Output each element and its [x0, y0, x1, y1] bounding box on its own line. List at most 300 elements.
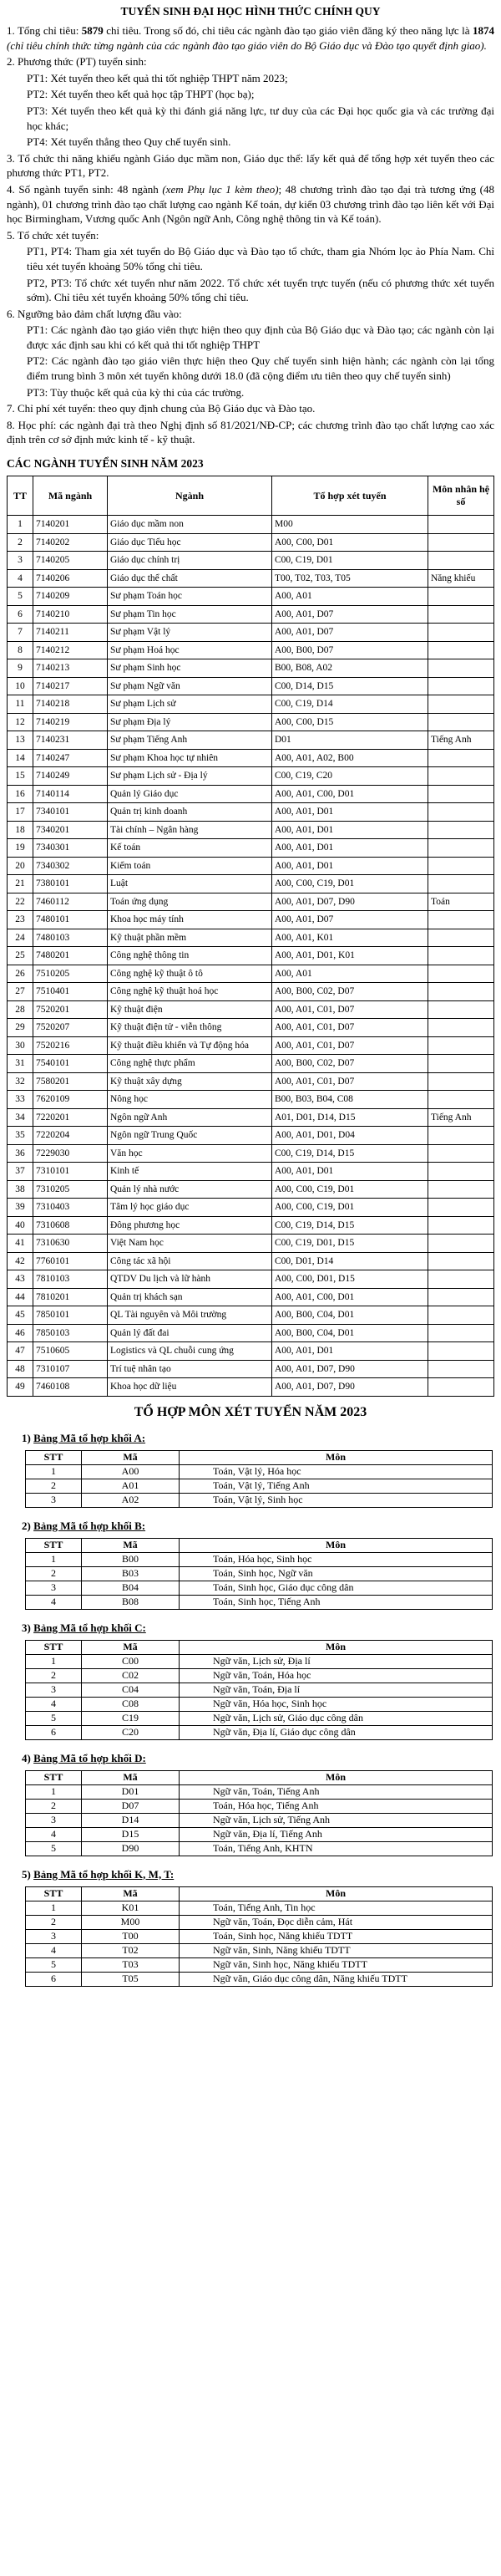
row-number: 1	[8, 516, 33, 534]
combo-subjects: Toán, Hóa học, Sinh học	[180, 1552, 493, 1566]
weighted-subject	[428, 713, 494, 731]
combo-subjects: Ngữ văn, Giáo dục công dân, Năng khiếu TDTT	[180, 1972, 493, 1986]
table-row	[8, 677, 494, 695]
combo-stt: 1	[26, 1784, 82, 1799]
major-code: 7220201	[33, 1108, 108, 1127]
major-code: 7220204	[33, 1127, 108, 1145]
row-number: 6	[8, 605, 33, 624]
weighted-subject	[428, 803, 494, 822]
combo-header-row	[26, 1450, 493, 1464]
major-name: Quản lý Giáo dục	[108, 785, 272, 803]
major-code: 7580201	[33, 1072, 108, 1091]
row-number: 2	[8, 533, 33, 552]
combo-subjects: Toán, Tiếng Anh, Tin học	[180, 1901, 493, 1915]
combo-row	[26, 1901, 493, 1915]
major-code: 7460108	[33, 1378, 108, 1397]
weighted-subject: Tiếng Anh	[428, 1108, 494, 1127]
row-number: 24	[8, 929, 33, 947]
weighted-subject: Tiếng Anh	[428, 731, 494, 750]
row-number: 34	[8, 1108, 33, 1127]
weighted-subject	[428, 677, 494, 695]
combo-subjects: Ngữ văn, Lịch sử, Giáo dục công dân	[180, 1711, 493, 1725]
combo-subjects: Toán, Sinh học, Tiếng Anh	[180, 1595, 493, 1609]
combo-col-header: Môn	[180, 1886, 493, 1901]
weighted-subject	[428, 1180, 494, 1199]
subject-combos: A00, A01, D01	[272, 821, 428, 839]
subject-combos: A00, A01, K01	[272, 929, 428, 947]
intro-aptitude: 3. Tổ chức thi năng khiếu ngành Giáo dục mầm non, Giáo dục thể: lấy kết quả để tổng hợp xét tuyển theo các phương thức PT1, PT2.	[7, 151, 494, 180]
table-row	[8, 785, 494, 803]
combo-label-text: Bảng Mã tổ hợp khối A:	[33, 1431, 146, 1444]
major-code: 7310608	[33, 1216, 108, 1235]
major-name: Sư phạm Lịch sử - Địa lý	[108, 767, 272, 786]
table-row	[8, 1288, 494, 1306]
combo-col-header: Mã	[82, 1538, 180, 1552]
major-code: 7140211	[33, 624, 108, 642]
row-number: 47	[8, 1342, 33, 1361]
table-row	[8, 1235, 494, 1253]
major-code: 7140206	[33, 569, 108, 588]
row-number: 26	[8, 965, 33, 983]
table-row	[8, 1127, 494, 1145]
subject-combos: A00, A01, C01, D07	[272, 1072, 428, 1091]
major-code: 7540101	[33, 1055, 108, 1073]
combo-subjects: Ngữ văn, Toán, Tiếng Anh	[180, 1784, 493, 1799]
table-row	[8, 659, 494, 678]
row-number: 27	[8, 983, 33, 1001]
major-code: 7310403	[33, 1199, 108, 1217]
table-row	[8, 1199, 494, 1217]
combo-row	[26, 1943, 493, 1957]
combo-row	[26, 1813, 493, 1827]
subject-combos: A00, A01, C01, D07	[272, 1000, 428, 1019]
major-name: Công nghệ thực phẩm	[108, 1055, 272, 1073]
section-title: CÁC NGÀNH TUYỂN SINH NĂM 2023	[7, 457, 204, 471]
table-row	[8, 1252, 494, 1270]
combo-subjects: Toán, Sinh học, Giáo dục công dân	[180, 1581, 493, 1595]
row-number: 45	[8, 1306, 33, 1325]
threshold-c: PT3: Tùy thuộc kết quả của kỳ thi của các trường.	[27, 385, 245, 399]
major-code: 7140205	[33, 552, 108, 570]
combo-stt: 1	[26, 1464, 82, 1479]
table-row	[8, 569, 494, 588]
major-code: 7620109	[33, 1091, 108, 1109]
weighted-subject	[428, 533, 494, 552]
row-number: 31	[8, 1055, 33, 1073]
weighted-subject	[428, 1216, 494, 1235]
row-number: 17	[8, 803, 33, 822]
text: 1. Tổng chỉ tiêu:	[7, 24, 82, 37]
combo-stt: 3	[26, 1683, 82, 1697]
row-number: 30	[8, 1036, 33, 1055]
threshold-b: PT2: Các ngành đào tạo giáo viên thực hiện theo Quy chế tuyển sinh hiện hành; các ngành còn lại tổng điểm trung bình 3 môn xét tuyển không dưới 18.0 (đã cộng điểm ưu tiên theo quy chế tuyển sinh)	[27, 354, 494, 383]
major-name: Khoa học dữ liệu	[108, 1378, 272, 1397]
subject-combos: A00, A01, D07, D90	[272, 1360, 428, 1378]
combo-table	[25, 1640, 493, 1740]
combo-subjects: Ngữ văn, Lịch sử, Tiếng Anh	[180, 1813, 493, 1827]
intro-majors	[7, 182, 494, 227]
combo-subjects: Ngữ văn, Địa lí, Giáo dục công dân	[180, 1725, 493, 1739]
major-name: QTDV Du lịch và lữ hành	[108, 1270, 272, 1289]
table-row	[8, 947, 494, 965]
row-number: 49	[8, 1378, 33, 1397]
weighted-subject	[428, 1091, 494, 1109]
table-row	[8, 624, 494, 642]
subject-combos: C00, C19, D01	[272, 552, 428, 570]
intro-methods: 2. Phương thức (PT) tuyển sinh:	[7, 55, 147, 69]
note-text: (xem Phụ lục 1 kèm theo)	[162, 182, 279, 196]
major-code: 7510401	[33, 983, 108, 1001]
major-code: 7140247	[33, 749, 108, 767]
combo-stt: 2	[26, 1799, 82, 1813]
combo-col-header: Môn	[180, 1770, 493, 1784]
intro-total	[7, 23, 494, 53]
major-name: Giáo dục mầm non	[108, 516, 272, 534]
major-name: Ngôn ngữ Anh	[108, 1108, 272, 1127]
combo-code: C04	[82, 1683, 180, 1697]
major-name: Giáo dục thể chất	[108, 569, 272, 588]
combo-row	[26, 1683, 493, 1697]
subject-combos: B00, B03, B04, C08	[272, 1091, 428, 1109]
weighted-subject	[428, 875, 494, 893]
major-code: 7460112	[33, 893, 108, 911]
subject-combos: C00, C19, D01, D15	[272, 1235, 428, 1253]
intro-organize: 5. Tổ chức xét tuyển:	[7, 228, 99, 242]
col-header: Mã ngành	[33, 476, 108, 516]
table-row	[8, 1378, 494, 1397]
major-code: 7140218	[33, 695, 108, 714]
combo-code: T02	[82, 1943, 180, 1957]
combo-stt: 5	[26, 1841, 82, 1856]
weighted-subject	[428, 1163, 494, 1181]
table-row	[8, 1163, 494, 1181]
combo-table	[25, 1770, 493, 1856]
combo-label-text: Bảng Mã tổ hợp khối D:	[33, 1751, 146, 1764]
combo-col-header: Môn	[180, 1450, 493, 1464]
table-row	[8, 749, 494, 767]
major-code: 7140219	[33, 713, 108, 731]
table-row	[8, 695, 494, 714]
table-row	[8, 713, 494, 731]
major-name: Quản lý đất đai	[108, 1324, 272, 1342]
subject-combos: A00, A01, A02, B00	[272, 749, 428, 767]
combo-subjects: Ngữ văn, Sinh, Năng khiếu TDTT	[180, 1943, 493, 1957]
major-name: Giáo dục Tiểu học	[108, 533, 272, 552]
subject-combos: B00, B08, A02	[272, 659, 428, 678]
subject-combos: C00, C19, D14	[272, 695, 428, 714]
major-name: Sư phạm Hoá học	[108, 641, 272, 659]
subject-combos: A00, A01, C01, D07	[272, 1019, 428, 1037]
subject-combos: A00, A01, C00, D01	[272, 785, 428, 803]
weighted-subject	[428, 1036, 494, 1055]
row-number: 22	[8, 893, 33, 911]
row-number: 29	[8, 1019, 33, 1037]
subject-combos: T00, T02, T03, T05	[272, 569, 428, 588]
method-pt1: PT1: Xét tuyển theo kết quả thi tốt nghiệp THPT năm 2023;	[27, 71, 288, 84]
major-code: 7510605	[33, 1342, 108, 1361]
combo-header-row	[26, 1538, 493, 1552]
intro-threshold: 6. Ngưỡng bảo đảm chất lượng đầu vào:	[7, 307, 182, 320]
major-name: Nông học	[108, 1091, 272, 1109]
weighted-subject	[428, 1235, 494, 1253]
combo-stt: 2	[26, 1915, 82, 1929]
row-number: 44	[8, 1288, 33, 1306]
table-row	[8, 1091, 494, 1109]
subject-combos: A00, A01, D01	[272, 857, 428, 875]
combo-subjects: Ngữ văn, Sinh học, Năng khiếu TDTT	[180, 1957, 493, 1972]
row-number: 7	[8, 624, 33, 642]
major-code: 7140213	[33, 659, 108, 678]
combo-label-number: 5)	[22, 1867, 31, 1881]
combo-table	[25, 1886, 493, 1987]
row-number: 46	[8, 1324, 33, 1342]
combo-row	[26, 1827, 493, 1841]
weighted-subject	[428, 1378, 494, 1397]
major-name: Trí tuệ nhân tạo	[108, 1360, 272, 1378]
table-row	[8, 929, 494, 947]
weighted-subject	[428, 1342, 494, 1361]
major-name: Công nghệ kỹ thuật hoá học	[108, 983, 272, 1001]
major-name: Sư phạm Toán học	[108, 588, 272, 606]
major-name: Việt Nam học	[108, 1235, 272, 1253]
table-row	[8, 1000, 494, 1019]
weighted-subject	[428, 1019, 494, 1037]
subject-combos: A00, B00, C02, D07	[272, 983, 428, 1001]
weighted-subject	[428, 767, 494, 786]
major-name: Toán ứng dụng	[108, 893, 272, 911]
major-name: Tâm lý học giáo dục	[108, 1199, 272, 1217]
table-row	[8, 552, 494, 570]
combo-row	[26, 1972, 493, 1986]
weighted-subject	[428, 1000, 494, 1019]
combo-stt: 4	[26, 1595, 82, 1609]
combo-col-header: Mã	[82, 1450, 180, 1464]
table-row	[8, 1144, 494, 1163]
combo-row	[26, 1841, 493, 1856]
major-name: Sư phạm Tin học	[108, 605, 272, 624]
major-code: 7480103	[33, 929, 108, 947]
row-number: 19	[8, 839, 33, 858]
weighted-subject	[428, 588, 494, 606]
combo-code: C02	[82, 1668, 180, 1683]
subject-combos: A00, C00, C19, D01	[272, 1180, 428, 1199]
combo-code: D07	[82, 1799, 180, 1813]
major-name: QL Tài nguyên và Môi trường	[108, 1306, 272, 1325]
subject-combos: A00, A01, D01, D04	[272, 1127, 428, 1145]
major-code: 7810103	[33, 1270, 108, 1289]
combo-subjects: Toán, Tiếng Anh, KHTN	[180, 1841, 493, 1856]
row-number: 21	[8, 875, 33, 893]
combo-header-row	[26, 1770, 493, 1784]
row-number: 32	[8, 1072, 33, 1091]
combo-stt: 6	[26, 1725, 82, 1739]
subject-combos: C00, D01, D14	[272, 1252, 428, 1270]
combo-code: D90	[82, 1841, 180, 1856]
combo-stt: 3	[26, 1929, 82, 1943]
combo-table	[25, 1538, 493, 1610]
major-name: Kỹ thuật điện tử - viễn thông	[108, 1019, 272, 1037]
combo-code: D14	[82, 1813, 180, 1827]
major-code: 7310630	[33, 1235, 108, 1253]
major-code: 7480201	[33, 947, 108, 965]
combo-stt: 5	[26, 1957, 82, 1972]
major-name: Giáo dục chính trị	[108, 552, 272, 570]
combo-code: B00	[82, 1552, 180, 1566]
major-name: Ngôn ngữ Trung Quốc	[108, 1127, 272, 1145]
method-pt2: PT2: Xét tuyển theo kết quả học tập THPT (học bạ);	[27, 88, 255, 101]
major-name: Sư phạm Vật lý	[108, 624, 272, 642]
combo-row	[26, 1929, 493, 1943]
combo-row	[26, 1479, 493, 1493]
row-number: 13	[8, 731, 33, 750]
weighted-subject	[428, 785, 494, 803]
combo-label-text: Bảng Mã tổ hợp khối B:	[33, 1519, 146, 1532]
weighted-subject	[428, 1270, 494, 1289]
major-code: 7310107	[33, 1360, 108, 1378]
table-row	[8, 1270, 494, 1289]
weighted-subject	[428, 839, 494, 858]
weighted-subject	[428, 1324, 494, 1342]
combo-col-header: STT	[26, 1640, 82, 1654]
row-number: 5	[8, 588, 33, 606]
major-name: Kỹ thuật điều khiển và Tự động hóa	[108, 1036, 272, 1055]
row-number: 4	[8, 569, 33, 588]
combo-col-header: Môn	[180, 1538, 493, 1552]
combo-stt: 1	[26, 1552, 82, 1566]
table-row	[8, 1306, 494, 1325]
row-number: 16	[8, 785, 33, 803]
row-number: 39	[8, 1199, 33, 1217]
table-row	[8, 911, 494, 929]
major-code: 7520201	[33, 1000, 108, 1019]
row-number: 25	[8, 947, 33, 965]
subject-combos: A00, A01, D07	[272, 605, 428, 624]
intro-fee: 7. Chỉ phí xét tuyển: theo quy định chung của Bộ Giáo dục và Đào tạo.	[7, 402, 316, 415]
table-row	[8, 588, 494, 606]
major-name: Sư phạm Lịch sử	[108, 695, 272, 714]
subject-combos: A00, A01, D01	[272, 803, 428, 822]
combo-row	[26, 1697, 493, 1711]
major-code: 7140231	[33, 731, 108, 750]
combo-stt: 5	[26, 1711, 82, 1725]
weighted-subject	[428, 1288, 494, 1306]
weighted-subject	[428, 821, 494, 839]
combo-stt: 1	[26, 1654, 82, 1668]
subject-combos: A00, A01, D07, D90	[272, 1378, 428, 1397]
combo-code: M00	[82, 1915, 180, 1929]
subject-combos: A00, A01, C00, D01	[272, 1288, 428, 1306]
row-number: 37	[8, 1163, 33, 1181]
table-row	[8, 803, 494, 822]
weighted-subject	[428, 749, 494, 767]
major-name: Sư phạm Ngữ văn	[108, 677, 272, 695]
major-name: Kế toán	[108, 839, 272, 858]
subject-combos: C00, C19, C20	[272, 767, 428, 786]
combo-row	[26, 1784, 493, 1799]
major-code: 7140114	[33, 785, 108, 803]
combo-label	[22, 1868, 494, 1881]
subject-combos: A01, D01, D14, D15	[272, 1108, 428, 1127]
subject-combos: A00, C00, C19, D01	[272, 875, 428, 893]
text: 4. Số ngành tuyển sinh: 48 ngành	[7, 182, 163, 196]
weighted-subject	[428, 641, 494, 659]
weighted-subject	[428, 695, 494, 714]
combo-subjects: Ngữ văn, Địa lí, Tiếng Anh	[180, 1827, 493, 1841]
row-number: 11	[8, 695, 33, 714]
subject-combos: C00, C19, D14, D15	[272, 1216, 428, 1235]
combo-section-title: TỔ HỢP MÔN XÉT TUYỂN NĂM 2023	[134, 1404, 367, 1419]
major-code: 7810201	[33, 1288, 108, 1306]
major-name: Sư phạm Địa lý	[108, 713, 272, 731]
major-code: 7140212	[33, 641, 108, 659]
subject-combos: M00	[272, 516, 428, 534]
combo-row	[26, 1799, 493, 1813]
subject-combos: A00, A01, D01	[272, 1342, 428, 1361]
major-code: 7480101	[33, 911, 108, 929]
combo-subjects: Ngữ văn, Toán, Đọc diễn cảm, Hát	[180, 1915, 493, 1929]
combo-subjects: Toán, Sinh học, Ngữ văn	[180, 1566, 493, 1581]
combo-stt: 6	[26, 1972, 82, 1986]
table-row	[8, 1324, 494, 1342]
combo-stt: 2	[26, 1668, 82, 1683]
subject-combos: A00, B00, C04, D01	[272, 1324, 428, 1342]
combo-code: C08	[82, 1697, 180, 1711]
combo-col-header: Mã	[82, 1770, 180, 1784]
combo-code: B04	[82, 1581, 180, 1595]
note-text: (chỉ tiêu chính thức từng ngành của các ngành đào tạo giáo viên do Bộ Giáo dục và Đào tạo quyết định giao).	[7, 38, 487, 52]
row-number: 28	[8, 1000, 33, 1019]
combo-table	[25, 1450, 493, 1508]
row-number: 40	[8, 1216, 33, 1235]
combo-subjects: Ngữ văn, Lịch sử, Địa lí	[180, 1654, 493, 1668]
major-name: Khoa học máy tính	[108, 911, 272, 929]
row-number: 10	[8, 677, 33, 695]
combo-code: T03	[82, 1957, 180, 1972]
row-number: 3	[8, 552, 33, 570]
major-code: 7140217	[33, 677, 108, 695]
table-row	[8, 1108, 494, 1127]
row-number: 38	[8, 1180, 33, 1199]
row-number: 48	[8, 1360, 33, 1378]
major-code: 7229030	[33, 1144, 108, 1163]
major-name: Logistics và QL chuỗi cung ứng	[108, 1342, 272, 1361]
combo-label-text: Bảng Mã tổ hợp khối K, M, T:	[33, 1867, 175, 1881]
major-name: Sư phạm Sinh học	[108, 659, 272, 678]
col-header: Ngành	[108, 476, 272, 516]
row-number: 20	[8, 857, 33, 875]
combo-code: A02	[82, 1493, 180, 1507]
combo-label	[22, 1520, 494, 1533]
major-code: 7340201	[33, 821, 108, 839]
teacher-quota: 1874	[472, 24, 494, 37]
combo-subjects: Ngữ văn, Toán, Địa lí	[180, 1683, 493, 1697]
major-code: 7510205	[33, 965, 108, 983]
subject-combos: A00, A01, D07, D90	[272, 893, 428, 911]
major-name: Công tác xã hội	[108, 1252, 272, 1270]
combo-label-number: 3)	[22, 1621, 31, 1634]
subject-combos: A00, C00, D15	[272, 713, 428, 731]
major-code: 7140202	[33, 533, 108, 552]
combo-header-row	[26, 1886, 493, 1901]
combo-stt: 2	[26, 1566, 82, 1581]
combo-row	[26, 1668, 493, 1683]
major-name: Kinh tế	[108, 1163, 272, 1181]
text: chỉ tiêu. Trong số đó, chỉ tiêu các ngành đào tạo giáo viên đăng ký theo năng lực là	[103, 24, 473, 37]
combo-tables	[7, 1432, 494, 1987]
row-number: 12	[8, 713, 33, 731]
major-name: Kỹ thuật điện	[108, 1000, 272, 1019]
combo-col-header: STT	[26, 1450, 82, 1464]
